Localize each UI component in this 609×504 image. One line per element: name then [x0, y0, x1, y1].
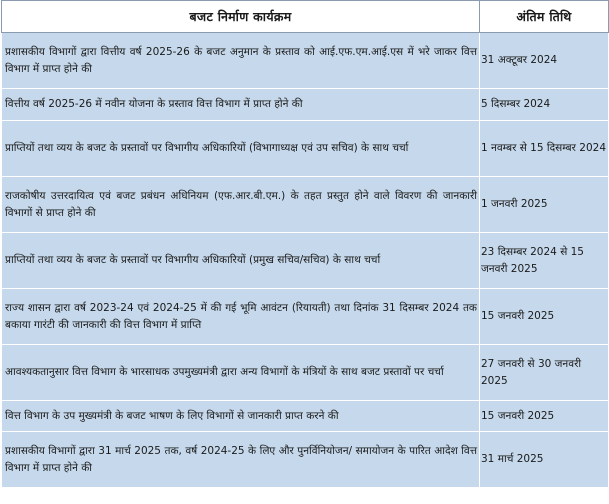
column-header-program: बजट निर्माण कार्यक्रम — [2, 1, 480, 33]
deadline-cell: 15 जनवरी 2025 — [480, 289, 609, 345]
deadline-cell: 23 दिसम्बर 2024 से 15 जनवरी 2025 — [480, 233, 609, 289]
deadline-cell: 5 दिसम्बर 2024 — [480, 89, 609, 121]
table-row — [2, 289, 609, 345]
table-row — [2, 33, 609, 89]
table-row — [2, 345, 609, 401]
table-row — [2, 233, 609, 289]
program-cell: राज्य शासन द्वारा वर्ष 2023-24 एवं 2024-25 में की गई भूमि आवंटन (रियायती) तथा दिनांक 31 दिसम्बर 2024 तक बकाया गारंटी की जानकारी की वित्त विभाग में प्राप्ति — [2, 289, 480, 345]
table-row — [2, 432, 609, 488]
table-row — [2, 401, 609, 432]
deadline-cell: 1 जनवरी 2025 — [480, 177, 609, 233]
program-cell: वित्त विभाग के उप मुख्यमंत्री के बजट भाषण के लिए विभागों से जानकारी प्राप्त करने की — [2, 401, 480, 432]
program-cell: राजकोषीय उत्तरदायित्व एवं बजट प्रबंधन अधिनियम (एफ.आर.बी.एम.) के तहत प्रस्तुत होने वाले विवरण की जानकारी विभागों से प्राप्त होने की — [2, 177, 480, 233]
table-header-row — [2, 1, 609, 33]
column-header-deadline: अंतिम तिथि — [480, 1, 609, 33]
deadline-cell: 31 अक्टूबर 2024 — [480, 33, 609, 89]
table-row — [2, 121, 609, 177]
program-cell: प्राप्तियों तथा व्यय के बजट के प्रस्तावों पर विभागीय अधिकारियों (विभागाध्यक्ष एवं उप सचिव) के साथ चर्चा — [2, 121, 480, 177]
program-cell: आवश्यकतानुसार वित्त विभाग के भारसाधक उपमुख्यमंत्री द्वारा अन्य विभागों के मंत्रियों के साथ बजट प्रस्तावों पर चर्चा — [2, 345, 480, 401]
program-cell: प्रशासकीय विभागों द्वारा 31 मार्च 2025 तक, वर्ष 2024-25 के लिए और पुनर्विनियोजन/ समायोजन के पारित आदेश वित्त विभाग में प्राप्त होने की — [2, 432, 480, 488]
deadline-cell: 15 जनवरी 2025 — [480, 401, 609, 432]
deadline-cell: 31 मार्च 2025 — [480, 432, 609, 488]
table-row — [2, 177, 609, 233]
program-cell: प्रशासकीय विभागों द्वारा वित्तीय वर्ष 2025-26 के बजट अनुमान के प्रस्ताव को आई.एफ.एम.आई.एस में भरे जाकर वित्त विभाग में प्राप्त होने की — [2, 33, 480, 89]
deadline-cell: 27 जनवरी से 30 जनवरी 2025 — [480, 345, 609, 401]
program-cell: वित्तीय वर्ष 2025-26 में नवीन योजना के प्रस्ताव वित्त विभाग में प्राप्त होने की — [2, 89, 480, 121]
budget-schedule-table — [1, 0, 609, 488]
deadline-cell: 1 नवम्बर से 15 दिसम्बर 2024 — [480, 121, 609, 177]
program-cell: प्राप्तियों तथा व्यय के बजट के प्रस्तावों पर विभागीय अधिकारियों (प्रमुख सचिव/सचिव) के साथ चर्चा — [2, 233, 480, 289]
table-row — [2, 89, 609, 121]
